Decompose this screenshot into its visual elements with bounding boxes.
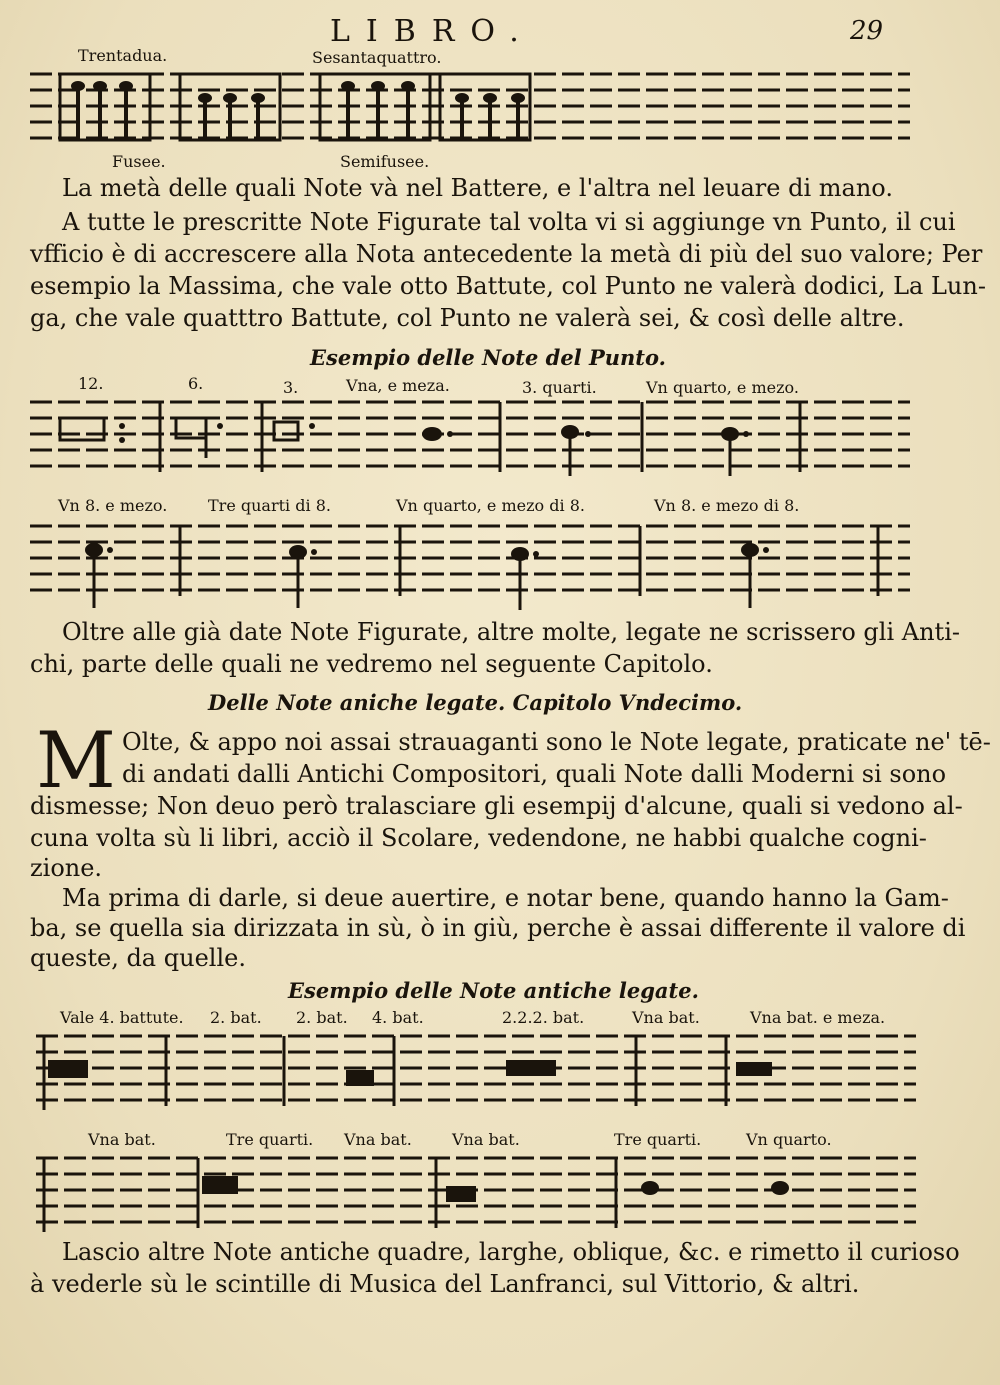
staff-label: Vna bat. e meza. [750,1008,886,1027]
staff-label: Vn quarto. [746,1130,832,1149]
paragraph-line: Olte, & appo noi assai strauaganti sono le Note legate, praticate ne' tē- [122,728,991,756]
label-semifusee: Semifusee. [340,152,430,171]
drop-cap: M [36,716,116,806]
paragraph-line: ga, che vale quatttro Battute, col Punto ne valerà sei, & così delle altre. [30,304,905,332]
staff-label: 12. [78,374,104,393]
paragraph-line: queste, da quelle. [30,944,246,972]
staff-label: 6. [188,374,204,393]
staff-label: Vna bat. [452,1130,520,1149]
label-trentadua: Trentadua. [78,46,168,65]
music-staff-legate-2 [36,1152,916,1236]
running-head: LIBRO. [330,14,535,49]
staff-label: Vale 4. battute. [60,1008,184,1027]
paragraph-line: Ma prima di darle, si deue auertire, e notar bene, quando hanno la Gam- [62,884,949,912]
music-staff-punto-2 [30,520,910,614]
staff-label: 4. bat. [372,1008,424,1027]
staff-label: Tre quarti. [226,1130,314,1149]
staff-label: Vn 8. e mezo di 8. [654,496,800,515]
paragraph-line: Lascio altre Note antiche quadre, larghe, oblique, &c. e rimetto il curioso [62,1238,960,1266]
paragraph-line: Oltre alle già date Note Figurate, altre molte, legate ne scrissero gli Anti- [62,618,960,646]
chapter-heading: Delle Note aniche legate. Capitolo Vndecimo. [208,690,743,715]
paragraph-line: dismesse; Non deuo però tralasciare gli esempij d'alcune, quali si vedono al- [30,792,963,820]
staff-label: Vn 8. e mezo. [58,496,168,515]
staff-label: Vna bat. [344,1130,412,1149]
paragraph-line: zione. [30,854,103,882]
music-staff-top [30,68,910,152]
staff-label: 3. quarti. [522,378,597,397]
paragraph-line: à vederle sù le scintille di Musica del Lanfranci, sul Vittorio, & altri. [30,1270,860,1298]
heading-legate: Esempio delle Note antiche legate. [288,978,699,1003]
music-staff-legate-1 [36,1030,916,1114]
paragraph-line: vfficio è di accrescere alla Nota antecedente la metà di più del suo valore; Per [30,240,983,268]
label-fusee: Fusee. [112,152,166,171]
staff-label: Vna bat. [632,1008,700,1027]
page-number: 29 [850,16,884,46]
staff-label: 3. [283,378,299,397]
paragraph-line: esempio la Massima, che vale otto Battute, col Punto ne valerà dodici, La Lun- [30,272,986,300]
staff-label: 2. bat. [210,1008,262,1027]
staff-label: Vn quarto, e mezo. [646,378,799,397]
staff-label: Vn quarto, e mezo di 8. [396,496,585,515]
paragraph-line: chi, parte delle quali ne vedremo nel seguente Capitolo. [30,650,713,678]
paragraph-line: cuna volta sù li libri, acciò il Scolare, vedendone, ne habbi qualche cogni- [30,824,927,852]
staff-label: 2. bat. [296,1008,348,1027]
paragraph-line: ba, se quella sia dirizzata in sù, ò in giù, perche è assai differente il valore di [30,914,966,942]
music-staff-punto-1 [30,396,910,480]
staff-label: Vna bat. [88,1130,156,1149]
label-sesantaquattro: Sesantaquattro. [312,48,442,67]
staff-label: 2.2.2. bat. [502,1008,585,1027]
staff-label: Vna, e meza. [346,376,450,395]
staff-label: Tre quarti. [614,1130,702,1149]
paragraph-line: La metà delle quali Note và nel Battere, e l'altra nel leuare di mano. [62,174,893,202]
heading-punto: Esempio delle Note del Punto. [310,345,666,370]
paragraph-line: A tutte le prescritte Note Figurate tal volta vi si aggiunge vn Punto, il cui [62,208,956,236]
paragraph-line: di andati dalli Antichi Compositori, quali Note dalli Moderni si sono [122,760,947,788]
staff-label: Tre quarti di 8. [208,496,331,515]
